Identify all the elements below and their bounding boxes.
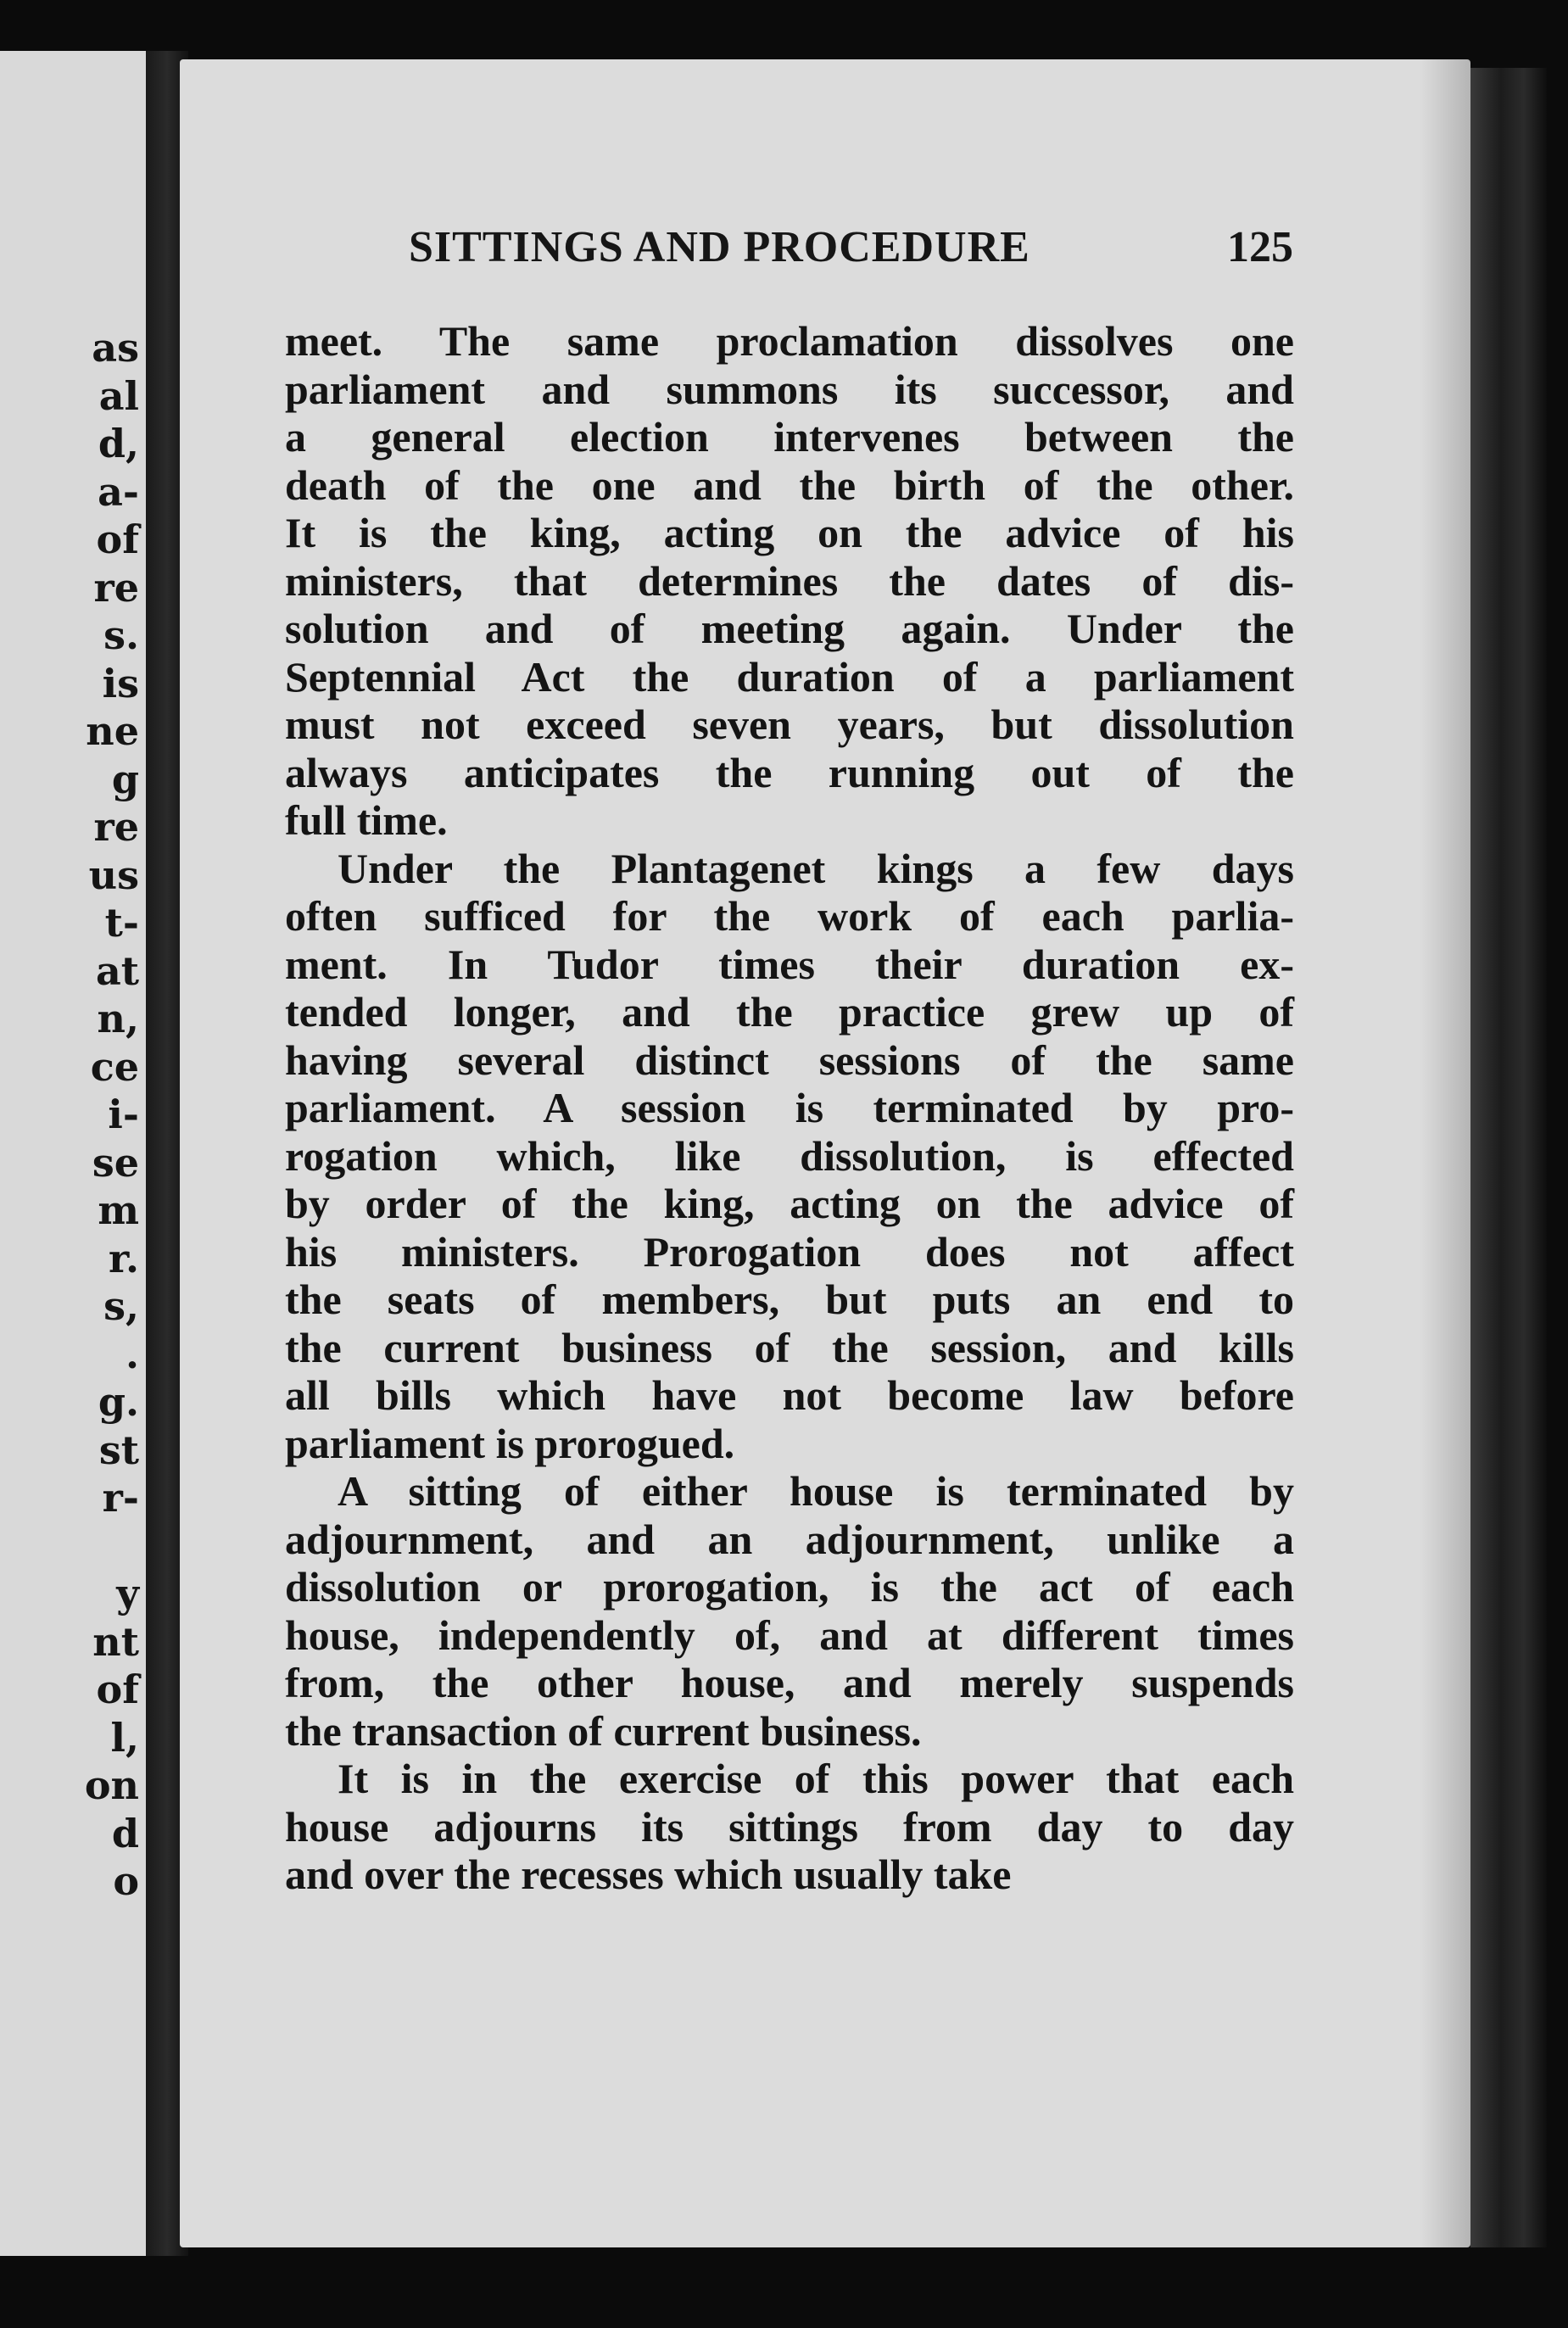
paragraph — [285, 1467, 1294, 1755]
facing-page-fragment: o — [113, 1858, 139, 1904]
facing-page-fragment: m — [98, 1187, 139, 1233]
facing-page-fragment: n, — [97, 996, 139, 1041]
text-line: parliament. A session is terminated by pro- — [285, 1084, 1294, 1131]
facing-page-fragment — [0, 1522, 146, 1571]
text-line: often sufficed for the work of each parlia- — [285, 892, 1294, 940]
text-line: must not exceed seven years, but dissolution — [285, 701, 1294, 748]
facing-page-fragment: s, — [103, 1283, 139, 1329]
facing-page-fragment: t- — [104, 900, 139, 946]
facing-page-fragment: al — [98, 372, 139, 419]
facing-page-fragment: at — [95, 947, 139, 994]
paragraph — [285, 845, 1294, 1468]
facing-page-fragment: r- — [102, 1475, 139, 1521]
facing-page-fragment: d — [111, 1810, 139, 1856]
text-line: meet. The same proclamation dissolves one — [285, 317, 1294, 365]
text-line: a general election intervenes between the — [285, 413, 1294, 461]
facing-page-fragment: r. — [108, 1235, 139, 1281]
text-line: dissolution or prorogation, is the act of each — [285, 1563, 1294, 1611]
facing-page-fragment: se — [92, 1139, 139, 1186]
facing-page-fragment: as — [92, 325, 139, 371]
text-line: full time. — [285, 796, 448, 844]
facing-page-fragment: y — [116, 1571, 139, 1616]
text-line: It is in the exercise of this power that each — [338, 1755, 1294, 1802]
facing-page-fragment: g. — [98, 1379, 139, 1425]
text-line: ment. In Tudor times their duration ex- — [285, 940, 1294, 988]
facing-page-fragment: re — [93, 804, 139, 850]
page-block-edge — [1470, 68, 1547, 2247]
text-line: all bills which have not become law before — [285, 1371, 1294, 1419]
page-header — [229, 222, 1293, 282]
text-line: from, the other house, and merely suspends — [285, 1659, 1294, 1706]
text-line: house adjourns its sittings from day to day — [285, 1802, 1294, 1851]
text-line: the current business of the session, and kills — [285, 1323, 1294, 1371]
text-line: having several distinct sessions of the same — [285, 1036, 1294, 1084]
facing-page-fragment: nt — [92, 1618, 139, 1665]
paragraph — [285, 1755, 1294, 1899]
facing-page-fragment: d, — [98, 421, 139, 466]
paragraph — [285, 317, 1294, 845]
text-line: the transaction of current business. — [285, 1706, 922, 1755]
text-line: death of the one and the birth of the other. — [285, 461, 1294, 509]
facing-page-fragment: of — [96, 516, 139, 562]
facing-page-fragment: on — [84, 1762, 139, 1808]
page-number: 125 — [1227, 223, 1293, 271]
facing-page-fragment: us — [88, 851, 139, 898]
text-line: the seats of members, but puts an end to — [285, 1276, 1294, 1323]
text-line: A sitting of either house is terminated by — [338, 1467, 1294, 1515]
text-line: Septennial Act the duration of a parliament — [285, 652, 1294, 701]
text-line: parliament is prorogued. — [285, 1419, 735, 1467]
text-line: house, independently of, and at different times — [285, 1611, 1294, 1659]
body-text — [285, 317, 1294, 1899]
text-line: his ministers. Prorogation does not affect — [285, 1227, 1294, 1276]
facing-page-fragment: i- — [108, 1091, 139, 1137]
text-line: and over the recesses which usually take — [285, 1851, 1012, 1898]
facing-page-fragment: s. — [103, 612, 139, 658]
text-line: It is the king, acting on the advice of his — [285, 509, 1294, 556]
text-line: solution and of meeting again. Under the — [285, 605, 1294, 652]
facing-page-edge — [0, 51, 146, 2256]
facing-page-fragment: ne — [86, 708, 139, 754]
facing-page-fragment: st — [98, 1426, 139, 1473]
facing-page-fragment: ce — [90, 1043, 139, 1090]
facing-page-fragment: of — [96, 1666, 139, 1712]
text-line: tended longer, and the practice grew up of — [285, 988, 1294, 1036]
facing-page-fragment: g — [111, 756, 139, 802]
facing-page-fragment: l, — [110, 1714, 139, 1761]
facing-page-fragment: is — [102, 660, 139, 706]
text-line: always anticipates the running out of the — [285, 748, 1294, 796]
text-line: parliament and summons its successor, and — [285, 365, 1294, 413]
facing-page-text-fragments — [0, 324, 146, 1906]
facing-page-fragment: a- — [98, 468, 139, 515]
facing-page-fragment: re — [93, 564, 139, 611]
text-line: Under the Plantagenet kings a few days — [338, 844, 1294, 892]
text-line: ministers, that determines the dates of dis- — [285, 556, 1294, 605]
text-line: by order of the king, acting on the advice of — [285, 1180, 1294, 1227]
facing-page-fragment: . — [125, 1331, 139, 1377]
text-line: rogation which, like dissolution, is effected — [285, 1131, 1294, 1180]
running-head: SITTINGS AND PROCEDURE — [409, 223, 1030, 271]
text-line: adjournment, and an adjournment, unlike a — [285, 1515, 1294, 1563]
